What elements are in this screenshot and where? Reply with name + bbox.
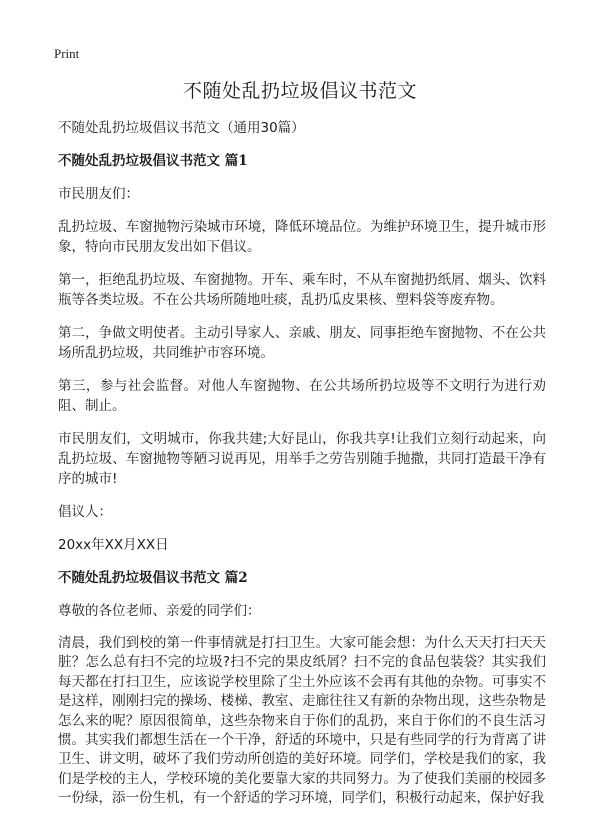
paragraph: 乱扔垃圾、车窗抛物污染城市环境，降低环境品位。为维护环境卫生，提升城市形象，特向市民朋友发出如下倡议。 xyxy=(58,219,546,255)
paragraph: 第三，参与社会监督。对他人车窗抛物、在公共场所扔垃圾等不文明行为进行劝阻、制止。 xyxy=(58,378,546,414)
paragraph: 第二，争做文明使者。主动引导家人、亲戚、朋友、同事拒绝车窗抛物、不在公共场所乱扔垃圾，共同维护市容环境。 xyxy=(58,325,546,361)
paragraph: 市民朋友们，文明城市，你我共建;大好昆山，你我共享!让我们立刻行动起来，向乱扔垃圾、车窗抛物等陋习说再见，用举手之劳告别随手抛撒，共同打造最干净有序的城市! xyxy=(58,431,546,487)
paragraph: 第一，拒绝乱扔垃圾、车窗抛物。开车、乘车时，不从车窗抛扔纸屑、烟头、饮料瓶等各类垃圾。不在公共场所随地吐痰，乱扔瓜皮果核、塑料袋等废弃物。 xyxy=(58,272,546,308)
document-body xyxy=(58,118,546,822)
print-link[interactable]: Print xyxy=(54,46,80,61)
document-title: 不随处乱扔垃圾倡议书范文 xyxy=(182,80,417,102)
paragraph-signatory: 倡议人： xyxy=(58,504,112,520)
section-heading-2: 不随处乱扔垃圾倡议书范文 篇2 xyxy=(58,570,248,586)
paragraph: 清晨，我们到校的第一件事情就是打扫卫生。大家可能会想：为什么天天打扫天天脏？怎么总有扫不完的垃圾?扫不完的果皮纸屑？扫不完的食品包装袋？其实我们每天都在打扫卫生，应该说学校里除了尘土外应该不会再有其他的杂物。可事实不是这样，刚刚扫完的操场、楼梯、教室、走廊往往又有新的杂物出现，这些杂物是怎么来的呢？原因很简单，这些杂物来自于你们的乱扔，来自于你们的不良生活习惯。其实我们都想生活在一个干净，舒适的环境中，只是有些同学的行为背离了讲卫生、讲文明，破坏了我们劳动所创造的美好环境。同学们，学校是我们的家，我们是学校的主人，学校环境的美化要靠大家的共同努力。为了使我们美丽的校园多一份绿，添一份生机，有一个舒适的学习环境，同学们，积极行动起来，保护好我 xyxy=(58,635,546,807)
section-heading-1: 不随处乱扔垃圾倡议书范文 篇1 xyxy=(58,153,248,169)
document-subtitle: 不随处乱扔垃圾倡议书范文（通用30篇） xyxy=(58,120,305,136)
paragraph-greeting: 尊敬的各位老师、亲爱的同学们： xyxy=(58,603,261,619)
paragraph-greeting: 市民朋友们： xyxy=(58,186,139,202)
paragraph-date: 20xx年XX月XX日 xyxy=(58,537,169,553)
